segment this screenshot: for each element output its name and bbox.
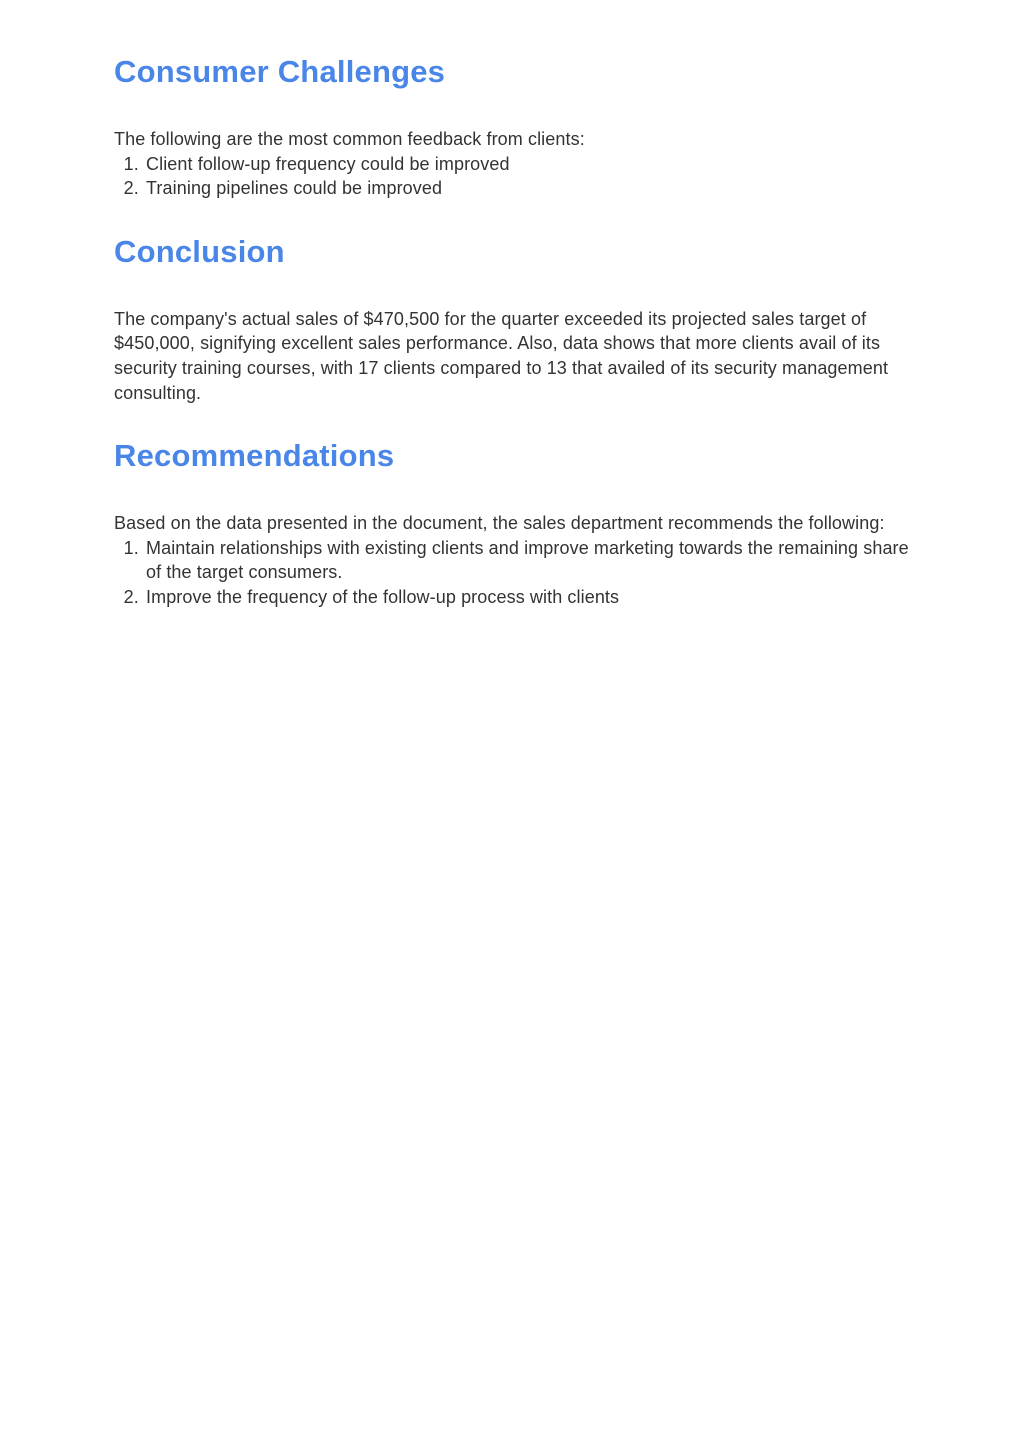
conclusion-paragraph: The company's actual sales of $470,500 for the quarter exceeded its projected sales target of $450,000, signifying excellent sales performance. Also, data shows that more clients avail of its security training courses, with 17 clients compared to 13 that availed of its security management consulting. bbox=[114, 308, 889, 403]
section-heading-consumer-challenges: Consumer Challenges bbox=[114, 54, 446, 89]
section-heading-conclusion: Conclusion bbox=[114, 233, 285, 269]
section-consumer-challenges bbox=[114, 53, 910, 201]
list-item: 1. Maintain relationships with existing clients and improve marketing towards the remaining share of the target consumers. bbox=[144, 536, 910, 585]
section-recommendations bbox=[114, 437, 910, 609]
list-item: 1. Client follow-up frequency could be improved bbox=[144, 152, 910, 177]
section-heading-recommendations: Recommendations bbox=[114, 438, 395, 474]
recommendations-intro: Based on the data presented in the document, the sales department recommends the following: bbox=[114, 513, 885, 534]
list-item: 2. Training pipelines could be improved bbox=[144, 176, 910, 201]
section-conclusion bbox=[114, 233, 910, 405]
consumer-challenges-intro: The following are the most common feedback from clients: bbox=[114, 129, 585, 149]
recommendations-list bbox=[114, 536, 910, 610]
consumer-challenges-list bbox=[114, 152, 910, 201]
list-item: 2. Improve the frequency of the follow-up process with clients bbox=[144, 585, 910, 610]
